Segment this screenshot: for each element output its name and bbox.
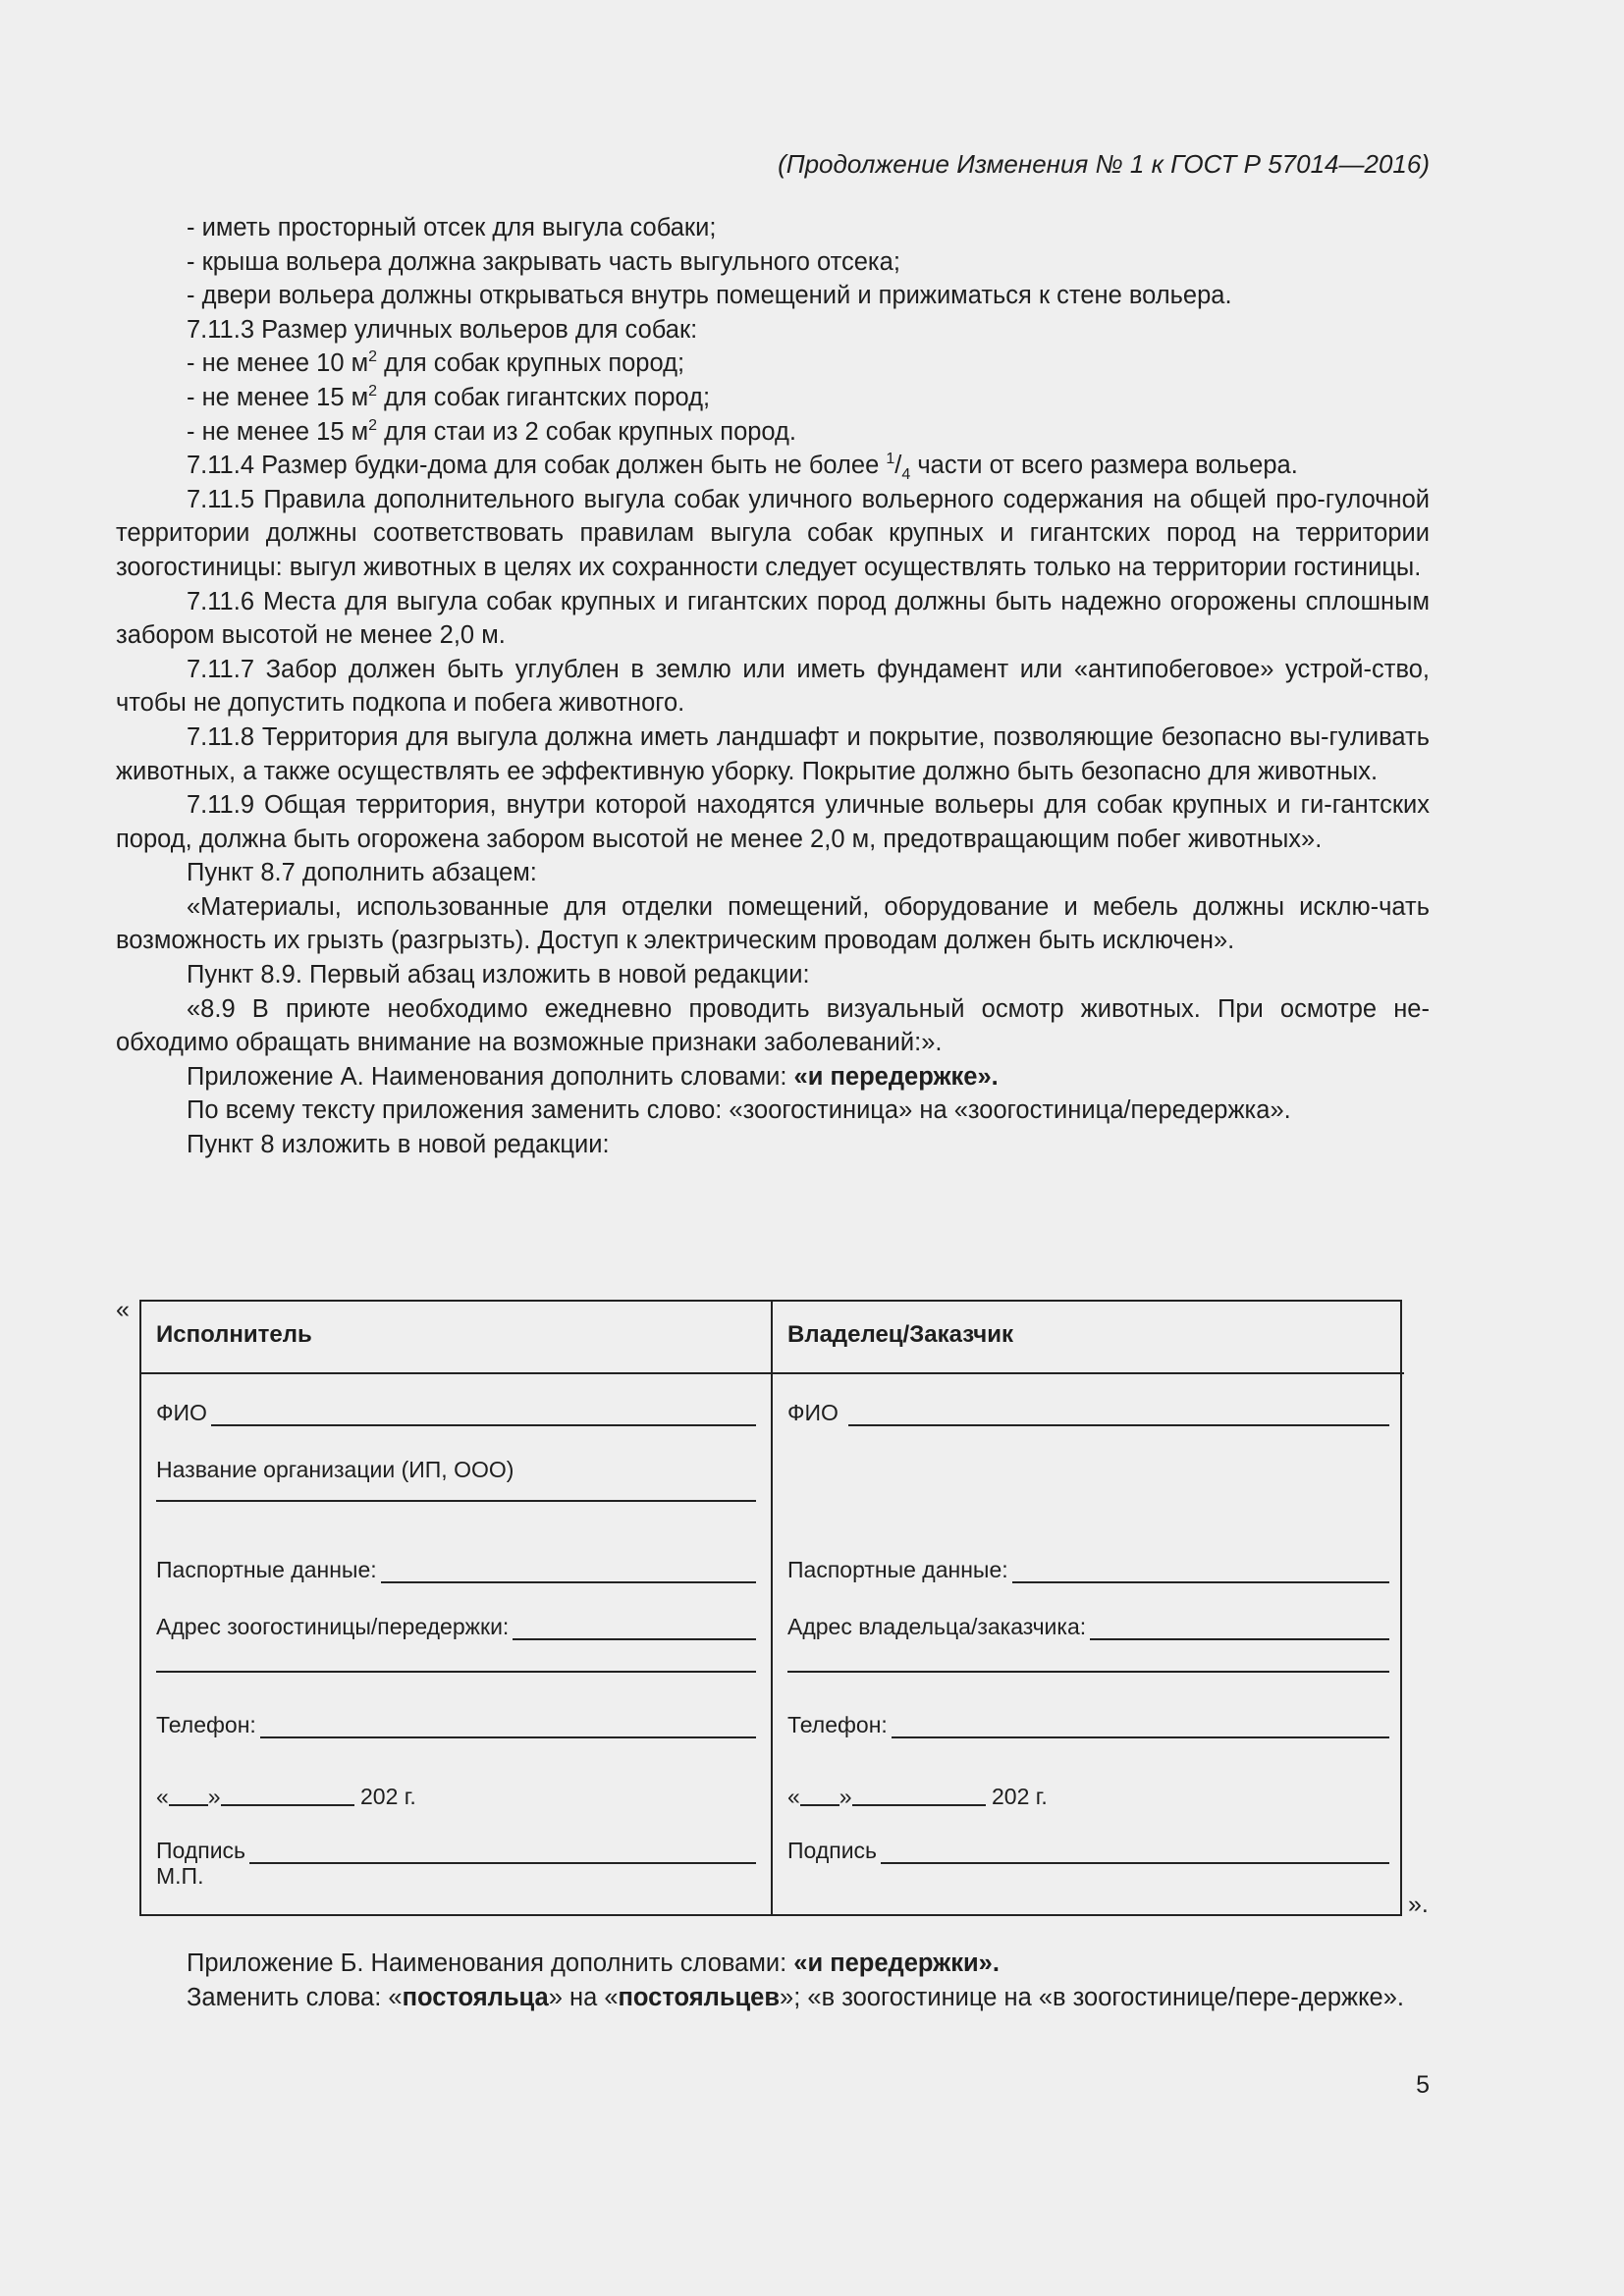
text: 202 г. [991, 1784, 1048, 1809]
column-header-owner: Владелец/Заказчик [773, 1302, 1404, 1374]
fio-field[interactable] [787, 1400, 1389, 1426]
organization-label-row [156, 1457, 756, 1483]
paragraph [116, 1947, 1430, 1981]
text: - не менее 10 м [187, 349, 369, 378]
text: Заменить слова: « [187, 1983, 403, 2011]
text: « [156, 1784, 169, 1809]
superscript: 2 [368, 382, 378, 400]
text: Приложение А. Наименования дополнить словами: [187, 1062, 794, 1091]
blank-line [211, 1403, 756, 1426]
phone-field[interactable] [156, 1712, 756, 1738]
phone-field[interactable] [787, 1712, 1389, 1738]
clause-7-11-6: 7.11.6 Места для выгула собак крупных и гигантских пород должны быть надежно огорожены сплошным забором высотой не менее 2,0 м. [116, 587, 1430, 650]
paragraph: Пункт 8.9. Первый абзац изложить в новой редакции: [187, 961, 810, 989]
blank-line [892, 1715, 1389, 1738]
date-field[interactable] [787, 1783, 1048, 1810]
executor-column [141, 1374, 773, 1916]
field-label: ФИО [156, 1400, 207, 1425]
organization-blank-line[interactable] [156, 1500, 756, 1502]
field-label: Подпись [787, 1838, 878, 1863]
list-item: - иметь просторный отсек для выгула собаки; [187, 214, 717, 241]
paragraph: Пункт 8.7 дополнить абзацем: [187, 859, 537, 887]
text: 202 г. [359, 1784, 416, 1809]
blank-line [881, 1841, 1389, 1864]
date-field[interactable] [156, 1783, 416, 1810]
quote-open: « [116, 1296, 130, 1323]
blank-line [1012, 1560, 1389, 1583]
text: для собак гигантских пород; [377, 383, 711, 411]
text: - не менее 15 м [187, 383, 369, 411]
paragraph: Пункт 8 изложить в новой редакции: [187, 1131, 610, 1159]
bold-text: «и передержке». [793, 1062, 999, 1091]
blank-line [249, 1841, 756, 1864]
closing-paragraphs [116, 1947, 1430, 2014]
bold-text: постояльцев [618, 1983, 781, 2011]
field-label: Адрес владельца/заказчика: [787, 1614, 1087, 1639]
blank-line [221, 1783, 354, 1806]
owner-column [773, 1374, 1404, 1916]
clause-7-11-9: 7.11.9 Общая территория, внутри которой находятся уличные вольеры для собак крупных и ги-гантских пород, должна быть огорожена забором высотой не менее 2,0 м, предотвращающим побег животных». [116, 791, 1430, 853]
field-label: Адрес зоогостиницы/передержки: [156, 1614, 510, 1639]
bold-text: «и передержки». [793, 1949, 1000, 1977]
text: для собак крупных пород; [377, 349, 685, 378]
text: Приложение Б. Наименования дополнить словами: [187, 1949, 794, 1977]
blank-line [513, 1617, 756, 1640]
field-label: Телефон: [156, 1712, 256, 1737]
paragraph [116, 1060, 1430, 1095]
column-header-executor: Исполнитель [141, 1302, 773, 1374]
bold-text: постояльца [402, 1983, 549, 2011]
list-item: - крыша вольера должна закрывать часть выгульного отсека; [187, 247, 900, 276]
fraction-slash: / [894, 452, 902, 480]
blank-line [852, 1783, 986, 1806]
field-label: Подпись [156, 1838, 246, 1863]
text: » на « [548, 1983, 619, 2011]
text: части от всего размера вольера. [910, 452, 1298, 480]
blank-line [260, 1715, 756, 1738]
text: « [787, 1784, 800, 1809]
text: »; «в зоогостинице на «в зоогостинице/пере-держке». [780, 1983, 1404, 2011]
text: » [207, 1784, 221, 1809]
clause-7-11-8: 7.11.8 Территория для выгула должна иметь ландшафт и покрытие, позволяющие безопасно вы-гуливать животных, а также осуществлять ее эффективную уборку. Покрытие должно быть безопасно для животных. [116, 722, 1430, 785]
field-label: ФИО [787, 1400, 839, 1425]
blank-line [848, 1403, 1389, 1426]
quote-close: ». [1408, 1891, 1429, 1918]
superscript: 2 [368, 416, 378, 434]
blank-line [169, 1783, 208, 1806]
list-item [116, 415, 1430, 450]
field-label: Телефон: [787, 1712, 888, 1737]
superscript: 2 [368, 348, 378, 366]
blank-line [800, 1783, 839, 1806]
field-label: Паспортные данные: [787, 1557, 1008, 1582]
address-field[interactable] [156, 1614, 756, 1640]
address-blank-line[interactable] [156, 1671, 756, 1673]
signature-field[interactable] [156, 1838, 756, 1864]
text: - не менее 15 м [187, 417, 369, 446]
paragraph [116, 1981, 1430, 2015]
signature-field[interactable] [787, 1838, 1389, 1864]
body-text [116, 211, 1430, 1162]
passport-field[interactable] [156, 1557, 756, 1583]
clause-7-11-5: 7.11.5 Правила дополнительного выгула собак уличного вольерного содержания на общей про-гулочной территории должны соответствовать правилам выгула собак крупных и гигантских пород на территории зоогостиницы: выгул животных в целях их сохранности следует осуществлять только на территории гостиницы. [116, 485, 1430, 581]
address-field[interactable] [787, 1614, 1389, 1640]
list-item: - двери вольера должны открываться внутрь помещений и прижиматься к стене вольера. [187, 282, 1232, 310]
address-blank-line[interactable] [787, 1671, 1389, 1673]
field-label: Название организации (ИП, ООО) [156, 1457, 514, 1482]
field-label: Паспортные данные: [156, 1557, 377, 1582]
text: » [839, 1784, 852, 1809]
fio-field[interactable] [156, 1400, 756, 1426]
fraction-numerator: 1 [886, 451, 895, 468]
text: для стаи из 2 собак крупных пород. [377, 417, 797, 446]
fraction-denominator: 4 [901, 466, 911, 484]
list-item [116, 381, 1430, 415]
paragraph: По всему тексту приложения заменить слово: «зоогостиница» на «зоогостиница/передержка». [187, 1096, 1291, 1125]
running-header: (Продолжение Изменения № 1 к ГОСТ Р 57014—2016) [778, 149, 1430, 179]
blank-line [381, 1560, 756, 1583]
page-number: 5 [1416, 2071, 1430, 2099]
stamp-label: М.П. [156, 1863, 204, 1889]
clause-7-11-3: 7.11.3 Размер уличных вольеров для собак: [187, 315, 698, 344]
list-item [116, 347, 1430, 381]
paragraph: «Материалы, использованные для отделки помещений, оборудование и мебель должны исклю-чать возможность их грызть (разгрызть). Доступ к электрическим проводам должен быть исключен». [116, 892, 1430, 955]
text: 7.11.4 Размер будки-дома для собак должен быть не более [187, 452, 887, 480]
blank-line [1090, 1617, 1389, 1640]
contract-form-table [139, 1300, 1402, 1916]
passport-field[interactable] [787, 1557, 1389, 1583]
clause-7-11-7: 7.11.7 Забор должен быть углублен в землю или иметь фундамент или «антипобеговое» устрой-ство, чтобы не допустить подкопа и побега животного. [116, 655, 1430, 718]
paragraph: «8.9 В приюте необходимо ежедневно проводить визуальный осмотр животных. При осмотре не-обходимо обращать внимание на возможные признаки заболеваний:». [116, 994, 1430, 1057]
clause-7-11-4 [116, 449, 1430, 483]
